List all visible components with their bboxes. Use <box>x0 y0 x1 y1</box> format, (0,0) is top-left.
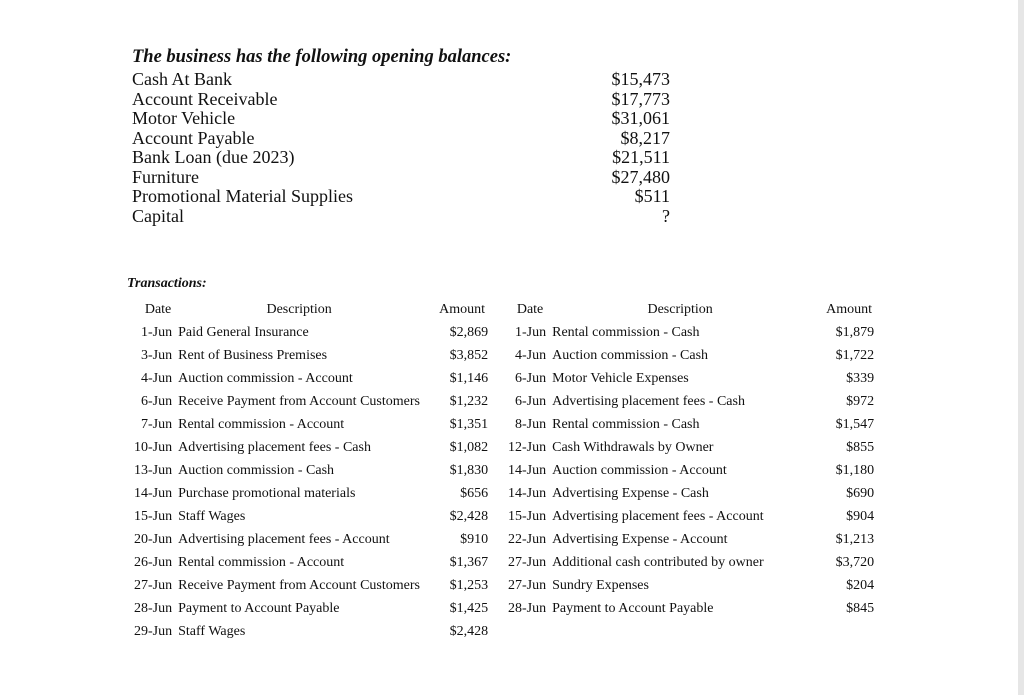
row-amount: $1,213 <box>835 532 875 547</box>
row-date: 27-Jun <box>508 555 547 570</box>
row-amount: $1,879 <box>835 325 875 340</box>
balance-value: $17,773 <box>611 88 670 109</box>
row-amount: $1,351 <box>449 417 489 432</box>
row-amount: $3,720 <box>835 555 875 570</box>
row-date: 20-Jun <box>134 532 173 547</box>
row-description: Advertising Expense - Account <box>552 532 728 547</box>
row-amount: $1,367 <box>449 555 489 570</box>
row-amount: $855 <box>846 440 875 455</box>
row-date: 10-Jun <box>134 440 173 455</box>
row-date: 14-Jun <box>134 486 173 501</box>
balance-row <box>132 70 670 90</box>
row-description: Rental commission - Cash <box>552 417 700 432</box>
row-date: 14-Jun <box>508 463 547 478</box>
table-row <box>508 505 874 528</box>
row-amount: $904 <box>846 509 875 524</box>
row-amount: $690 <box>846 486 875 501</box>
row-description: Sundry Expenses <box>552 578 649 593</box>
table-row <box>508 597 874 620</box>
row-description: Rental commission - Cash <box>552 325 700 340</box>
row-amount: $1,082 <box>449 440 489 455</box>
row-date: 6-Jun <box>515 371 547 386</box>
balance-label: Furniture <box>132 166 199 187</box>
header-description: Description <box>266 302 332 317</box>
header-date: Date <box>144 302 172 317</box>
row-description: Receive Payment from Account Customers <box>178 578 420 593</box>
balance-row <box>132 148 670 168</box>
row-date: 28-Jun <box>508 601 547 616</box>
table-row <box>508 459 874 482</box>
table-row <box>134 482 488 505</box>
row-description: Rental commission - Account <box>178 417 345 432</box>
balance-value: $511 <box>634 186 670 206</box>
header-amount: Amount <box>439 302 486 317</box>
row-date: 22-Jun <box>508 532 547 547</box>
table-row <box>508 413 874 436</box>
row-date: 3-Jun <box>141 348 173 363</box>
row-date: 15-Jun <box>134 509 173 524</box>
row-description: Motor Vehicle Expenses <box>552 371 689 386</box>
page-edge <box>1018 0 1024 695</box>
row-amount: $1,146 <box>449 371 489 386</box>
row-description: Receive Payment from Account Customers <box>178 394 420 409</box>
balance-row <box>132 90 670 110</box>
table-row <box>508 574 874 597</box>
balance-value: $21,511 <box>612 147 670 167</box>
balance-label: Motor Vehicle <box>132 108 236 128</box>
row-description: Staff Wages <box>178 624 246 639</box>
row-date: 13-Jun <box>134 463 173 478</box>
row-date: 14-Jun <box>508 486 547 501</box>
row-amount: $845 <box>846 601 875 616</box>
row-description: Auction commission - Cash <box>552 348 709 363</box>
balance-row <box>132 129 670 149</box>
row-date: 1-Jun <box>515 325 547 340</box>
table-row <box>134 528 488 551</box>
balance-label: Bank Loan (due 2023) <box>132 147 295 167</box>
row-description: Auction commission - Account <box>552 463 727 478</box>
row-date: 12-Jun <box>508 440 547 455</box>
balance-label: Promotional Material Supplies <box>132 186 353 206</box>
row-amount: $1,722 <box>835 348 875 363</box>
row-amount: $1,425 <box>449 601 489 616</box>
row-date: 4-Jun <box>141 371 173 386</box>
row-date: 29-Jun <box>134 624 173 639</box>
row-amount: $1,830 <box>449 463 489 478</box>
table-row <box>134 321 488 344</box>
row-amount: $656 <box>460 486 489 501</box>
row-description: Advertising placement fees - Account <box>178 532 390 547</box>
transactions-table-left <box>134 298 488 643</box>
row-amount: $972 <box>846 394 875 409</box>
table-row <box>508 551 874 574</box>
table-header-row <box>134 298 488 321</box>
row-amount: $3,852 <box>449 348 489 363</box>
row-date: 6-Jun <box>141 394 173 409</box>
balance-row <box>132 187 670 207</box>
row-amount: $339 <box>846 371 875 386</box>
row-description: Rent of Business Premises <box>178 348 328 363</box>
balance-row <box>132 168 670 188</box>
table-row <box>134 390 488 413</box>
row-date: 27-Jun <box>508 578 547 593</box>
table-row <box>134 597 488 620</box>
table-row <box>134 505 488 528</box>
balance-value: $27,480 <box>611 166 670 187</box>
balance-row <box>132 207 670 227</box>
table-header-row <box>508 298 874 321</box>
opening-balances-title: The business has the following opening balances: <box>132 47 512 67</box>
balance-label: Account Payable <box>132 127 255 148</box>
row-description: Cash Withdrawals by Owner <box>552 440 714 455</box>
table-row <box>508 436 874 459</box>
row-amount: $2,428 <box>449 509 489 524</box>
row-amount: $2,428 <box>449 624 489 639</box>
opening-balances-list <box>132 70 670 226</box>
table-row <box>134 551 488 574</box>
row-description: Staff Wages <box>178 509 246 524</box>
table-row <box>508 321 874 344</box>
table-row <box>134 459 488 482</box>
transactions-table-right <box>508 298 874 620</box>
balance-value: ? <box>662 205 670 226</box>
row-date: 26-Jun <box>134 555 173 570</box>
row-description: Advertising placement fees - Cash <box>552 394 745 409</box>
balance-label: Capital <box>132 205 184 226</box>
row-description: Purchase promotional materials <box>178 486 356 501</box>
table-row <box>134 344 488 367</box>
balance-value: $31,061 <box>611 108 670 128</box>
table-row <box>508 390 874 413</box>
row-amount: $1,547 <box>835 417 875 432</box>
table-row <box>134 620 488 643</box>
row-amount: $1,232 <box>449 394 489 409</box>
row-description: Payment to Account Payable <box>178 601 340 616</box>
row-date: 4-Jun <box>515 348 547 363</box>
balance-value: $15,473 <box>611 69 670 89</box>
table-row <box>134 413 488 436</box>
table-row <box>508 528 874 551</box>
header-amount: Amount <box>826 302 873 317</box>
row-date: 6-Jun <box>515 394 547 409</box>
balance-label: Cash At Bank <box>132 69 233 89</box>
row-date: 28-Jun <box>134 601 173 616</box>
row-amount: $1,253 <box>449 578 489 593</box>
balance-row <box>132 109 670 129</box>
row-description: Auction commission - Cash <box>178 463 335 478</box>
table-row <box>134 436 488 459</box>
row-description: Advertising Expense - Cash <box>552 486 709 501</box>
table-row <box>508 367 874 390</box>
table-row <box>134 574 488 597</box>
row-amount: $2,869 <box>449 325 489 340</box>
balance-value: $8,217 <box>620 127 670 148</box>
balance-label: Account Receivable <box>132 88 278 109</box>
transactions-title: Transactions: <box>127 276 207 291</box>
row-date: 1-Jun <box>141 325 173 340</box>
row-date: 27-Jun <box>134 578 173 593</box>
table-row <box>134 367 488 390</box>
row-description: Payment to Account Payable <box>552 601 714 616</box>
row-description: Advertising placement fees - Cash <box>178 440 371 455</box>
row-amount: $204 <box>846 578 875 593</box>
row-date: 15-Jun <box>508 509 547 524</box>
table-row <box>508 482 874 505</box>
row-description: Rental commission - Account <box>178 555 345 570</box>
table-row <box>508 344 874 367</box>
row-description: Additional cash contributed by owner <box>552 555 764 570</box>
row-date: 8-Jun <box>515 417 547 432</box>
row-description: Auction commission - Account <box>178 371 353 386</box>
row-amount: $910 <box>460 532 489 547</box>
header-date: Date <box>516 302 544 317</box>
row-description: Advertising placement fees - Account <box>552 509 764 524</box>
row-description: Paid General Insurance <box>178 325 309 340</box>
header-description: Description <box>647 302 713 317</box>
row-date: 7-Jun <box>141 417 173 432</box>
row-amount: $1,180 <box>835 463 875 478</box>
